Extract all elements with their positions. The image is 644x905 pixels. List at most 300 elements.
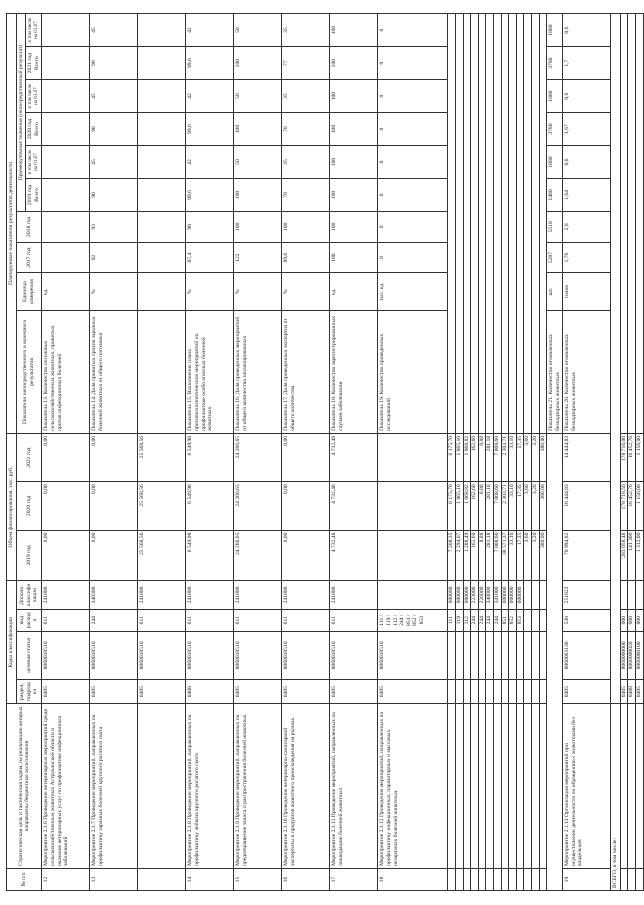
table-subrow — [524, 14, 532, 891]
row-unit: % — [282, 273, 330, 310]
totals-fund-2021: 178 716,00 — [620, 433, 628, 481]
subrow-empty-cell — [486, 680, 494, 704]
row-indicator: Показатель 14. Доля привитых против заразных болезней животных от общего поголовья — [90, 310, 138, 433]
row-fund-2021: 25 568,56 — [138, 433, 186, 481]
row-goal — [138, 704, 186, 869]
label-2019: 2019 год — [27, 184, 34, 206]
table-row — [42, 14, 90, 891]
row-extra-class: 241000 — [330, 581, 378, 610]
subrow-extra-class — [539, 581, 547, 610]
table-subrow — [486, 14, 494, 891]
row-unit: % — [90, 273, 138, 310]
header-codes: Коды классификации — [7, 581, 17, 704]
subrow-fund-2021: 2 303,71 — [501, 433, 509, 481]
row-plan-2019: 0 — [378, 178, 448, 211]
header-section: раздел, подраздел — [16, 680, 42, 704]
totals-empty — [636, 581, 644, 610]
row-unit: ед. — [330, 273, 378, 310]
subrow-fund-2021: 162,60 — [471, 433, 479, 481]
row-plan-2021-half: 100 — [330, 14, 378, 47]
row-expense-type: 611 — [330, 609, 378, 631]
header-2021-total — [26, 47, 42, 80]
row-plan-2021-half: 45 — [90, 14, 138, 47]
extra-value: 1880 — [547, 146, 563, 179]
subrow-fund-2021: 281,18 — [486, 433, 494, 481]
row-goal: Мероприятие 2.1.12 Проведение мероприятий, направленных на профилактику инфекционных, паразитарных и массовых незаразных болезней животных — [378, 704, 448, 869]
subrow-empty-cell — [471, 680, 479, 704]
totals-indicator-empty — [636, 14, 644, 434]
totals-empty — [628, 869, 636, 891]
row-plan-2020-half: 50 — [234, 80, 282, 113]
row-indicator: Показатель 19. Количество проведенных исследований — [378, 310, 448, 433]
row-extra-class: 241000 — [42, 581, 90, 610]
table-subrow — [531, 14, 539, 891]
totals-row — [628, 14, 636, 891]
table-subrow — [448, 14, 456, 891]
subrow-empty-cell — [493, 631, 501, 679]
table-row — [282, 14, 330, 891]
row-value-2018 — [42, 211, 90, 242]
row-plan-2020: 90 — [90, 113, 138, 146]
subrow-empty-cell — [448, 704, 456, 869]
table-row — [234, 14, 282, 891]
subrow-fund-2020: 6 175,70 — [448, 482, 456, 530]
row-indicator: Показатель 16. Доля проведенных мероприятий от общего количества запланированных — [234, 310, 282, 433]
subrow-fund-2021: 17,35 — [516, 433, 524, 481]
table-subrow — [463, 14, 471, 891]
row-fund-2020: 0,00 — [42, 482, 90, 530]
totals-section: 0405 — [636, 680, 644, 704]
header-year-2019: 2019 год — [16, 530, 42, 581]
subrow-indicator-area — [478, 14, 486, 434]
row-plan-2020-half: 100 — [330, 80, 378, 113]
row-extra-class: 241000 — [138, 581, 186, 610]
subrow-indicator-area — [524, 14, 532, 434]
subrow-empty-cell — [539, 680, 547, 704]
row-plan-2019-half: 0,6 — [563, 146, 611, 179]
row-fund-2021: 6 549,98 — [186, 433, 234, 481]
header-unit: Единица измерения — [16, 273, 42, 310]
subrow-fund-2020: 380,00 — [539, 482, 547, 530]
row-fund-2020: 24 266,65 — [234, 482, 282, 530]
header-year-2017: 2017 год — [16, 242, 42, 273]
row-plan-2019-half — [138, 146, 186, 179]
subrow-fund-2019: 3,60 — [524, 530, 532, 581]
subrow-empty-cell — [448, 680, 456, 704]
subrow-fund-2019: 2 294,07 — [455, 530, 463, 581]
subrow-empty-cell — [524, 680, 532, 704]
subrow-extra-class: 000000 — [455, 581, 463, 610]
subrow-fund-2019: 38 571,37 — [501, 530, 509, 581]
row-plan-2020-half: 42 — [186, 80, 234, 113]
extra-value: 1880 — [547, 80, 563, 113]
row-fund-2021: 0,00 — [42, 433, 90, 481]
subrow-fund-2021: 33,10 — [509, 433, 517, 481]
extra-value: 5287 — [547, 242, 563, 273]
subrow-expense-type: 853 — [516, 609, 524, 631]
table-row — [90, 14, 138, 891]
row-fund-2021: 24 266,65 — [234, 433, 282, 481]
extra-value: 1880 — [547, 14, 563, 47]
totals-empty — [628, 581, 636, 610]
subrow-indicator-area — [463, 14, 471, 434]
header-2019-total — [26, 178, 42, 211]
row-fund-2019 — [378, 530, 448, 581]
subrow-fund-2019: 7 208,35 — [448, 530, 456, 581]
row-extra-class: 241000 — [234, 581, 282, 610]
subrow-expense-type — [531, 609, 539, 631]
totals-expense-type: 000 — [620, 609, 628, 631]
table-row-extra-indicator — [547, 14, 563, 891]
table-row — [330, 14, 378, 891]
extra-empty — [547, 433, 563, 890]
table-header — [7, 14, 42, 891]
row-fund-2019: 0,00 — [90, 530, 138, 581]
totals-empty — [628, 704, 636, 869]
subrow-empty-cell — [478, 680, 486, 704]
subrow-fund-2019: 33,10 — [509, 530, 517, 581]
row-target-item: 8060010510 — [234, 631, 282, 679]
row-expense-type: 611 — [138, 609, 186, 631]
subrow-empty-cell — [478, 704, 486, 869]
subrow-indicator-area — [455, 14, 463, 434]
row-fund-2021: 4 732,48 — [330, 433, 378, 481]
header-goal: Стратегическая цель и тактическая задача, на реализацию которых направлены бюджетные ассигнования — [7, 704, 42, 869]
table-row — [563, 14, 611, 891]
header-extra-class: Дополн. классификации — [16, 581, 42, 610]
subrow-fund-2019: 7 008,60 — [493, 530, 501, 581]
subrow-fund-2021: 3,60 — [524, 433, 532, 481]
subrow-fund-2020: 33,10 — [509, 482, 517, 530]
subrow-fund-2021: 8,88 — [478, 433, 486, 481]
row-target-item: 8060010510 — [138, 631, 186, 679]
row-plan-2019: 99,6 — [186, 178, 234, 211]
table-subrow — [471, 14, 479, 891]
subrow-empty-cell — [509, 680, 517, 704]
subrow-empty-cell — [524, 631, 532, 679]
row-goal: Мероприятие 2.1.13 Организация мероприятий при осуществлении деятельности по обращению с животными без владельцев — [563, 704, 611, 869]
row-fund-2020 — [378, 482, 448, 530]
subrow-empty-cell — [463, 704, 471, 869]
row-plan-2020: 100 — [330, 113, 378, 146]
row-fund-2019: 0,00 — [42, 530, 90, 581]
totals-empty — [611, 14, 621, 704]
row-extra-class: 241000 — [282, 581, 330, 610]
row-fund-2019: 25 568,56 — [138, 530, 186, 581]
subrow-indicator-area — [501, 14, 509, 434]
row-plan-2019-half: 42 — [186, 146, 234, 179]
row-extra-class: 251023 — [563, 581, 611, 610]
row-plan-2021 — [42, 47, 90, 80]
row-plan-2020-half: 0,6 — [563, 80, 611, 113]
subrow-extra-class: 226000 — [478, 581, 486, 610]
table-row — [138, 14, 186, 891]
row-goal: Мероприятие 2.1.9 Проведение мероприятий, направленных на предотвращение заноса и распространения болезней животных — [234, 704, 282, 869]
totals-fund-2021: 16 452,76 — [628, 433, 636, 481]
row-indicator: Показатель 18. Количество зарегистрированных случаев заболевания — [330, 310, 378, 433]
subrow-empty-cell — [463, 631, 471, 679]
subrow-fund-2020: 1 068,82 — [463, 482, 471, 530]
subrow-extra-class — [524, 581, 532, 610]
subrow-empty-cell — [448, 869, 456, 891]
subrow-empty-cell — [531, 680, 539, 704]
subrow-indicator-area — [539, 14, 547, 434]
row-indicator: Показатель 20. Количество отловленных безнадзорных животных — [563, 310, 611, 433]
totals-label-row — [611, 14, 621, 891]
row-plan-2019: 90 — [90, 178, 138, 211]
subrow-empty-cell — [493, 680, 501, 704]
row-fund-2021: 14 444,83 — [563, 433, 611, 481]
subrow-expense-type: 244 — [486, 609, 494, 631]
row-plan-2021-half: 35 — [282, 14, 330, 47]
row-fund-2020: 6 549,98 — [186, 482, 234, 530]
row-number: 17 — [330, 869, 378, 891]
subrow-empty-cell — [501, 631, 509, 679]
subrow-expense-type — [524, 609, 532, 631]
row-value-2018: 98 — [186, 211, 234, 242]
subrow-expense-type: 111 — [448, 609, 456, 631]
totals-expense-type: 000 — [628, 609, 636, 631]
subrow-fund-2020: 162,60 — [471, 482, 479, 530]
header-expense-type: вид расхода — [16, 609, 42, 631]
table-subrow — [478, 14, 486, 891]
totals-target-item: 8060000000 — [620, 631, 628, 679]
table-subrow — [509, 14, 517, 891]
row-expense-type: 530 — [563, 609, 611, 631]
row-unit: тыс. ед. — [378, 273, 448, 310]
subrow-expense-type: 112 — [463, 609, 471, 631]
row-target-item: 8060010510 — [282, 631, 330, 679]
row-plan-2021-half: 0 — [378, 14, 448, 47]
subrow-empty-cell — [455, 869, 463, 891]
row-indicator — [138, 310, 186, 433]
subrow-empty-cell — [493, 704, 501, 869]
subrow-fund-2019: 17,35 — [516, 530, 524, 581]
totals-fund-2021: 1 156,00 — [636, 433, 644, 481]
row-target-item: 8060010510 — [90, 631, 138, 679]
subrow-fund-2021: 1 865,10 — [455, 433, 463, 481]
row-fund-2019: 24 266,65 — [234, 530, 282, 581]
row-fund-2021: 0,00 — [282, 433, 330, 481]
totals-row — [636, 14, 644, 891]
row-value-2017: 122 — [234, 242, 282, 273]
subrow-indicator-area — [471, 14, 479, 434]
row-target-item: 8060063130 — [563, 631, 611, 679]
subrow-extra-class: 341000 — [493, 581, 501, 610]
subrow-fund-2021: 6 175,70 — [448, 433, 456, 481]
table-subrow — [501, 14, 509, 891]
row-unit: % — [186, 273, 234, 310]
row-goal: Мероприятие 2.1.8 Проведение мероприятий, направленных на профилактику лейкоза крупного рогатого скота — [186, 704, 234, 869]
subrow-empty-cell — [471, 631, 479, 679]
row-expense-type: 611 — [42, 609, 90, 631]
row-plan-2021-half: 42 — [186, 14, 234, 47]
subrow-fund-2021: 380,00 — [539, 433, 547, 481]
row-fund-2019: 6 549,98 — [186, 530, 234, 581]
row-plan-2021-half — [42, 14, 90, 47]
subrow-fund-2020: 3,20 — [531, 482, 539, 530]
row-target-item: 8060010510 — [330, 631, 378, 679]
subrow-extra-class: 000000 — [463, 581, 471, 610]
row-section: 0405 — [378, 680, 448, 704]
row-plan-2020-half: 0 — [378, 80, 448, 113]
row-section: 0405 — [282, 680, 330, 704]
subrow-empty-cell — [471, 704, 479, 869]
row-target-item: 8060010510 — [42, 631, 90, 679]
row-value-2018: 100 — [282, 211, 330, 242]
row-goal: Мероприятие 2.1.10 Проведение ветеринарно-санитарной экспертизы и продуктов животного происхождения на рынках — [282, 704, 330, 869]
row-number: 13 — [90, 869, 138, 891]
subrow-indicator-area — [509, 14, 517, 434]
row-unit: % — [234, 273, 282, 310]
row-fund-2021: 0,00 — [90, 433, 138, 481]
subrow-expense-type: 119 — [455, 609, 463, 631]
subrow-extra-class: 000000 — [516, 581, 524, 610]
row-plan-2020: 0 — [378, 113, 448, 146]
row-indicator: Показатель 15. Выполнение плана противоэпизоотических мероприятий по профилактике особо опасных болезней животных — [186, 310, 234, 433]
table-subrow — [516, 14, 524, 891]
row-goal: Мероприятие 2.1.6 Проведение ветеринарных мероприятий среди сельскохозяйственных животных Астраханской области и оказание ветеринарных услуг по профилактике инфекционных заболеваний — [42, 704, 90, 869]
header-funding: Объем финансирования, тыс. руб. — [7, 433, 17, 580]
totals-fund-2019: 1 312,00 — [636, 530, 644, 581]
header-year-2018: 2018 год — [16, 211, 42, 242]
row-fund-2020: 0,00 — [282, 482, 330, 530]
row-expense-type: 111 / 119 / 112 / 244 / 851 / 852 / 853 — [378, 609, 448, 631]
subrow-empty-cell — [455, 704, 463, 869]
subrow-fund-2020: 281,18 — [486, 482, 494, 530]
totals-empty — [636, 869, 644, 891]
totals-empty — [620, 581, 628, 610]
subrow-empty-cell — [509, 631, 517, 679]
table-row — [186, 14, 234, 891]
row-plan-2020: 70 — [282, 113, 330, 146]
row-unit: ед. — [42, 273, 90, 310]
row-value-2018: 2,8 — [563, 211, 611, 242]
subrow-fund-2019: 8,88 — [478, 530, 486, 581]
subrow-fund-2020: 3,60 — [524, 482, 532, 530]
subrow-fund-2020: 17,35 — [516, 482, 524, 530]
row-fund-2021 — [378, 433, 448, 481]
row-number: 14 — [186, 869, 234, 891]
subrow-fund-2020: 2 303,71 — [501, 482, 509, 530]
header-target-item: целевая статья — [16, 631, 42, 679]
subrow-extra-class: 000000 — [509, 581, 517, 610]
subrow-extra-class: 000000 — [501, 581, 509, 610]
totals-fund-2020: 16 452,76 — [628, 482, 636, 530]
extra-value: 5518 — [547, 211, 563, 242]
subrow-fund-2020: 1 865,10 — [455, 482, 463, 530]
row-goal: Мероприятие 2.1.11 Проведение мероприятий, направленных на ликвидацию болезней животных — [330, 704, 378, 869]
subrow-expense-type: 244 — [478, 609, 486, 631]
row-fund-2019: 4 732,48 — [330, 530, 378, 581]
row-number — [138, 869, 186, 891]
row-value-2018: 100 — [234, 211, 282, 242]
row-value-2018 — [138, 211, 186, 242]
totals-row — [620, 14, 628, 891]
row-plan-2020-half: 35 — [282, 80, 330, 113]
subrow-empty-cell — [531, 869, 539, 891]
row-number: 18 — [378, 869, 448, 891]
row-plan-2019-half: 50 — [234, 146, 282, 179]
totals-fund-2019: 283 058,48 — [620, 530, 628, 581]
totals-section: 0408 — [628, 680, 636, 704]
subrow-fund-2019: 1 288,49 — [463, 530, 471, 581]
header-2021-incl: в том числе на 01.07 — [26, 14, 42, 47]
table-row — [378, 14, 448, 891]
subrow-empty-cell — [509, 704, 517, 869]
row-plan-2021-half: 50 — [234, 14, 282, 47]
table-subrow — [493, 14, 501, 891]
row-plan-2020: 1,67 — [563, 113, 611, 146]
row-fund-2020: 4 732,48 — [330, 482, 378, 530]
row-extra-class: 340300 — [90, 581, 138, 610]
header-2020-total — [26, 113, 42, 146]
row-value-2017: 100 — [330, 242, 378, 273]
subrow-fund-2019: 380,00 — [539, 530, 547, 581]
extra-value: 1480 — [547, 178, 563, 211]
row-value-2018: 0 — [378, 211, 448, 242]
row-plan-2020-half: 45 — [90, 80, 138, 113]
header-year-2020: 2020 год — [16, 482, 42, 530]
row-fund-2019: 0,00 — [282, 530, 330, 581]
totals-target-item: 8060000020 — [628, 631, 636, 679]
subrow-indicator-area — [486, 14, 494, 434]
subrow-expense-type: 852 — [509, 609, 517, 631]
subrow-empty-cell — [509, 869, 517, 891]
header-indicators: Планируемые показатели результатов деятельности — [7, 14, 17, 434]
subrow-empty-cell — [455, 631, 463, 679]
subrow-empty-cell — [524, 704, 532, 869]
row-plan-2021: 100 — [234, 47, 282, 80]
subrow-empty-cell — [531, 704, 539, 869]
row-plan-2019: 1,64 — [563, 178, 611, 211]
totals-indicator-empty — [620, 14, 628, 434]
row-fund-2020: 16 444,83 — [563, 482, 611, 530]
totals-fund-2019: 141 306 — [628, 530, 636, 581]
label-total: Всего — [33, 188, 40, 202]
row-fund-2019: 78 994,82 — [563, 530, 611, 581]
subrow-fund-2019: 162,60 — [471, 530, 479, 581]
row-plan-2020 — [42, 113, 90, 146]
row-section: 0405 — [90, 680, 138, 704]
row-plan-2021-half: 0,6 — [563, 14, 611, 47]
header-year-2021: 2021 год — [16, 433, 42, 481]
totals-label: ВСЕГО, в том числе: — [611, 704, 621, 891]
subrow-expense-type: 851 — [501, 609, 509, 631]
row-plan-2020-half — [138, 80, 186, 113]
subrow-fund-2020: 7 008,60 — [493, 482, 501, 530]
row-plan-2019 — [42, 178, 90, 211]
row-section: 0408 — [186, 680, 234, 704]
subrow-indicator-area — [448, 14, 456, 434]
subrow-extra-class: 223000 — [471, 581, 479, 610]
row-plan-2021: 77 — [282, 47, 330, 80]
row-plan-2019: 100 — [330, 178, 378, 211]
table-body — [42, 14, 643, 891]
row-value-2018: 100 — [330, 211, 378, 242]
row-plan-2021: 100 — [330, 47, 378, 80]
row-value-2017 — [42, 242, 90, 273]
subrow-empty-cell — [478, 631, 486, 679]
row-value-2017: 89,6 — [282, 242, 330, 273]
row-plan-2019-half: 100 — [330, 146, 378, 179]
row-unit — [138, 273, 186, 310]
subrow-fund-2021: 1 068,82 — [463, 433, 471, 481]
subrow-empty-cell — [539, 704, 547, 869]
header-2020-incl: в том числе на 01.07 — [26, 80, 42, 113]
subrow-empty-cell — [486, 869, 494, 891]
table-subrow — [455, 14, 463, 891]
